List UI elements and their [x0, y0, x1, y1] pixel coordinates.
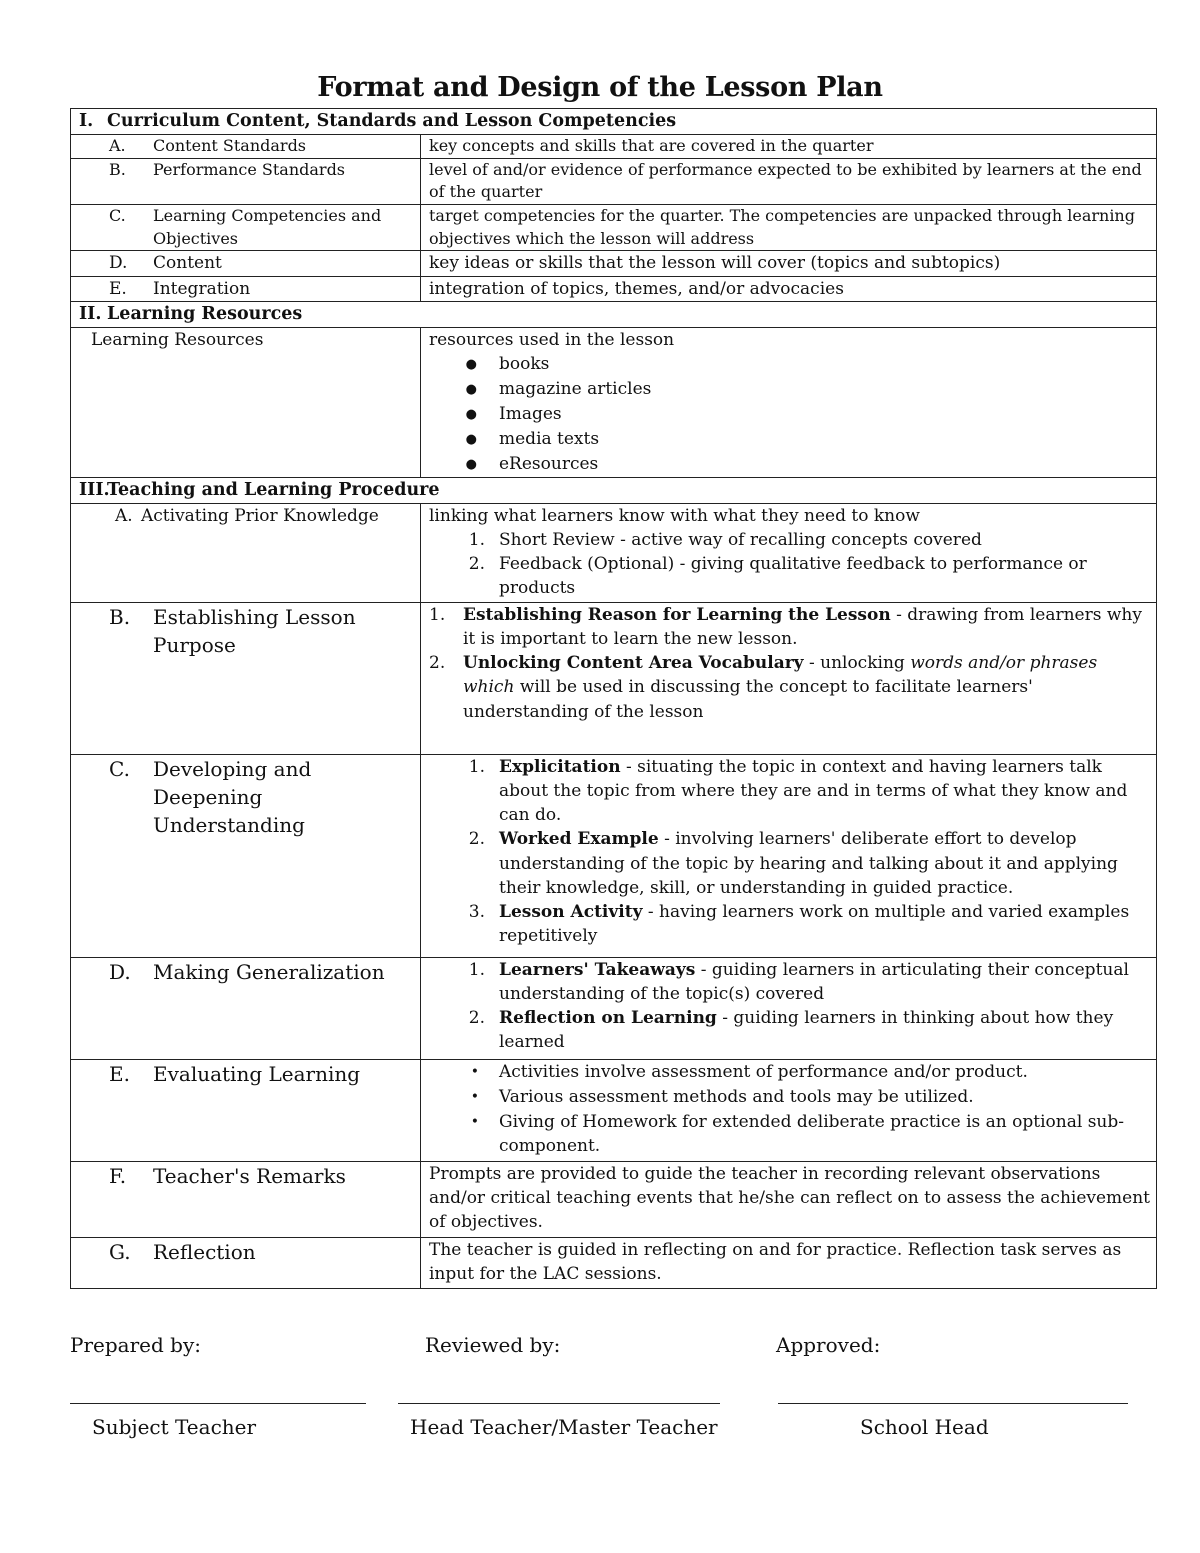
list-item: • Giving of Homework for extended deliberate practice is an optional sub-component.	[429, 1110, 1150, 1158]
section-header-procedure	[71, 477, 1157, 503]
bullet-icon: •	[470, 1114, 479, 1130]
row-description: integration of topics, themes, and/or advocacies	[421, 276, 1157, 301]
row-description: Prompts are provided to guide the teacher in recording relevant observations and/or critical teaching events that he/she can reflect on to assess the achievement of objectives.	[421, 1162, 1157, 1238]
row-label: Learning Competencies and Objectives	[153, 206, 382, 248]
procedure-list	[429, 958, 1150, 1055]
evaluation-list	[429, 1060, 1150, 1158]
row-marker: F.	[109, 1164, 127, 1188]
table-row	[71, 503, 1157, 603]
list-item: ● books	[429, 352, 1150, 377]
reviewed-by-label: Reviewed by:	[425, 1333, 561, 1357]
list-item: 2. Unlocking Content Area Vocabulary - unlocking words and/or phrases which will be used in discussing the concept to facilitate learners' understanding of the lesson	[429, 653, 1098, 722]
resource-list	[429, 352, 1150, 477]
table-row	[71, 205, 1157, 251]
section-numeral: II.	[79, 303, 102, 324]
procedure-intro: linking what learners know with what they need to know	[429, 505, 920, 526]
signature-line	[398, 1403, 720, 1404]
bullet-icon: ●	[465, 431, 477, 447]
row-marker: B.	[109, 605, 131, 629]
reviewed-by-role: Head Teacher/Master Teacher	[410, 1415, 718, 1439]
lesson-plan-table	[70, 108, 1157, 1289]
bullet-icon: ●	[465, 381, 477, 397]
bullet-icon: •	[470, 1089, 479, 1105]
prepared-by-role: Subject Teacher	[92, 1415, 257, 1439]
row-marker: G.	[109, 1240, 131, 1264]
section-title: Curriculum Content, Standards and Lesson Competencies	[107, 111, 677, 131]
approved-label: Approved:	[776, 1333, 881, 1357]
signature-line	[70, 1403, 366, 1404]
approved-role: School Head	[860, 1415, 989, 1439]
row-label: Performance Standards	[153, 159, 346, 179]
table-row	[71, 158, 1157, 204]
page-title: Format and Design of the Lesson Plan	[317, 72, 883, 103]
list-item: • Activities involve assessment of performance and/or product.	[429, 1060, 1150, 1085]
list-item: 2. Worked Example - involving learners' deliberate effort to develop understanding of the topic by hearing and talking about it and applying their knowledge, skill, or understanding in guided practice.	[468, 829, 1118, 898]
row-marker: C.	[109, 206, 126, 225]
row-label: Integration	[153, 278, 251, 299]
row-marker: E.	[109, 278, 127, 299]
section-title: Teaching and Learning Procedure	[107, 479, 440, 500]
section-numeral: III.	[79, 479, 110, 500]
row-description: target competencies for the quarter. The competencies are unpacked through learning objectives which the lesson will address	[421, 205, 1157, 251]
table-row	[71, 1162, 1157, 1238]
row-marker: A.	[115, 505, 133, 526]
table-row	[71, 603, 1157, 755]
row-marker: B.	[109, 159, 126, 179]
section-header-curriculum	[71, 109, 1157, 135]
section-header-resources	[71, 301, 1157, 327]
row-label: Developing and Deepening Understanding	[153, 757, 312, 837]
section-numeral: I.	[79, 111, 94, 131]
row-description: The teacher is guided in reflecting on and for practice. Reflection task serves as input for the LAC sessions.	[421, 1238, 1157, 1289]
list-item: 1. Explicitation - situating the topic in context and having learners talk about the topic from where they are and in terms of what they know and can do.	[468, 757, 1128, 826]
list-item: 2. Feedback (Optional) - giving qualitative feedback to performance or products	[468, 553, 1087, 598]
table-row	[71, 755, 1157, 958]
row-label: Making Generalization	[153, 960, 385, 984]
list-item: 3. Lesson Activity - having learners work on multiple and varied examples repetitively	[468, 901, 1130, 946]
row-marker: C.	[109, 757, 130, 781]
procedure-list	[429, 755, 1150, 948]
list-item: 1. Learners' Takeaways - guiding learners in articulating their conceptual understanding of the topic(s) covered	[468, 960, 1129, 1005]
list-item: ● eResources	[429, 452, 1150, 477]
table-row	[71, 134, 1157, 158]
row-label: Learning Resources	[71, 327, 421, 477]
list-item: ● Images	[429, 402, 1150, 427]
resources-intro: resources used in the lesson	[429, 329, 675, 350]
row-description: level of and/or evidence of performance expected to be exhibited by learners at the end of the quarter	[421, 158, 1157, 204]
table-row	[71, 1238, 1157, 1289]
row-marker: D.	[109, 253, 128, 274]
list-item: • Various assessment methods and tools may be utilized.	[429, 1085, 1150, 1110]
row-marker: E.	[109, 1062, 130, 1086]
row-label: Content	[153, 253, 222, 274]
signature-line	[778, 1403, 1128, 1404]
table-row	[71, 958, 1157, 1060]
table-row	[71, 327, 1157, 477]
list-item: 1. Establishing Reason for Learning the Lesson - drawing from learners why it is important to learn the new lesson.	[429, 605, 1142, 650]
row-description: key ideas or skills that the lesson will cover (topics and subtopics)	[421, 251, 1157, 276]
row-marker: A.	[109, 135, 126, 155]
procedure-list	[429, 528, 1150, 600]
row-label: Reflection	[153, 1240, 256, 1264]
bullet-icon: ●	[465, 406, 477, 422]
bullet-icon: •	[470, 1064, 479, 1080]
bullet-icon: ●	[465, 456, 477, 472]
row-label: Content Standards	[153, 135, 307, 155]
row-marker: D.	[109, 960, 131, 984]
row-label: Evaluating Learning	[153, 1062, 361, 1086]
row-label: Establishing Lesson Purpose	[153, 605, 356, 657]
list-item: 1. Short Review - active way of recalling concepts covered	[468, 529, 982, 550]
bullet-icon: ●	[465, 356, 477, 372]
prepared-by-label: Prepared by:	[70, 1333, 201, 1357]
list-item: 2. Reflection on Learning - guiding learners in thinking about how they learned	[468, 1008, 1114, 1053]
row-label: Teacher's Remarks	[153, 1164, 346, 1188]
procedure-list	[429, 603, 1150, 724]
row-description: key concepts and skills that are covered in the quarter	[421, 134, 1157, 158]
table-row	[71, 1060, 1157, 1162]
table-row	[71, 251, 1157, 276]
list-item: ● media texts	[429, 427, 1150, 452]
table-row	[71, 276, 1157, 301]
section-title: Learning Resources	[107, 303, 303, 324]
row-label: Activating Prior Knowledge	[141, 505, 379, 526]
list-item: ● magazine articles	[429, 377, 1150, 402]
